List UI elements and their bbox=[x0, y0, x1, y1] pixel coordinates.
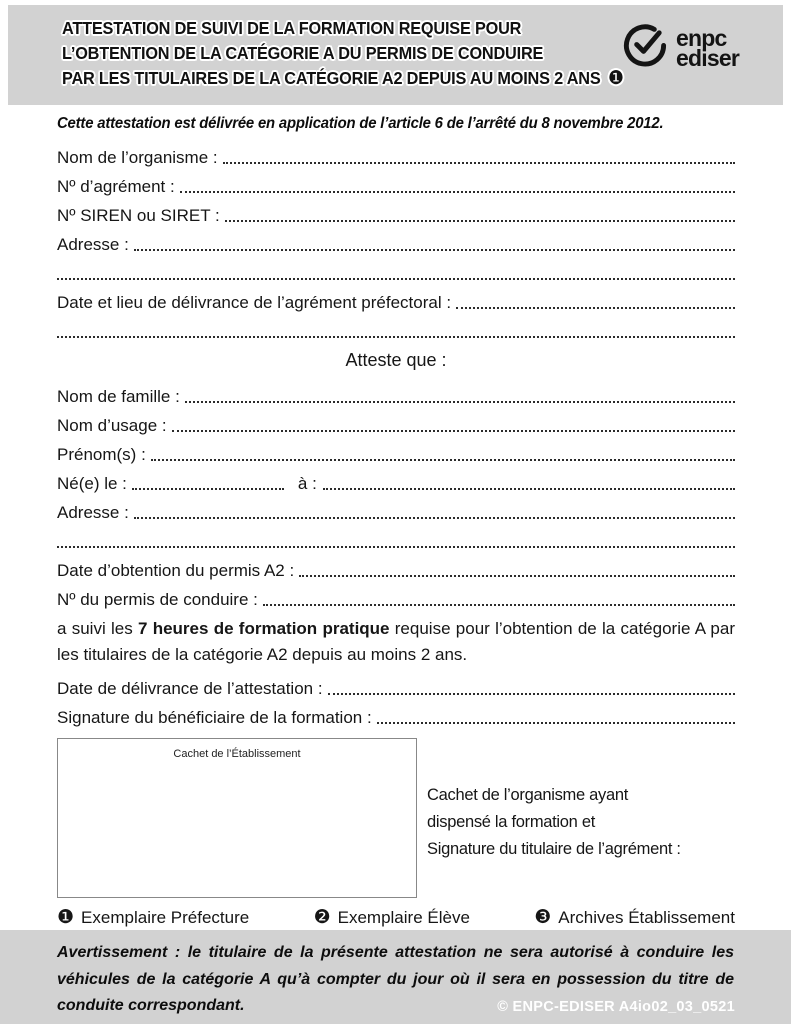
cachet-instructions: Cachet de l’organisme ayant dispensé la formation et Signature du titulaire de l’agrément : bbox=[427, 786, 681, 858]
dotted-line bbox=[134, 249, 735, 251]
enpc-ediser-logo bbox=[622, 22, 739, 74]
field-ne-le-a bbox=[57, 465, 735, 494]
cachet-section bbox=[57, 738, 735, 898]
copyright-text: © ENPC-EDISER A4io02_03_0521 bbox=[497, 999, 735, 1015]
logo-wordmark: enpc ediser bbox=[676, 25, 739, 71]
field-label: Adresse : bbox=[57, 503, 129, 522]
field-adresse-organisme-continuation bbox=[57, 255, 735, 284]
dotted-line bbox=[57, 278, 735, 280]
field-nom-usage bbox=[57, 407, 735, 436]
field-date-lieu-agrement-continuation bbox=[57, 313, 735, 342]
header-band bbox=[8, 5, 783, 105]
dotted-line bbox=[172, 430, 735, 432]
field-adresse-beneficiaire bbox=[57, 494, 735, 523]
copy-item-prefecture bbox=[57, 906, 249, 929]
check-circle-icon bbox=[622, 22, 669, 74]
field-label: Nom de l’organisme : bbox=[57, 148, 218, 167]
dotted-line bbox=[328, 693, 735, 695]
field-date-obtention-a2 bbox=[57, 552, 735, 581]
dotted-line bbox=[151, 459, 735, 461]
field-numero-permis bbox=[57, 581, 735, 610]
field-label: Date d’obtention du permis A2 : bbox=[57, 561, 295, 580]
page-title bbox=[62, 16, 624, 91]
field-signature-beneficiaire bbox=[57, 699, 735, 728]
field-siren-siret bbox=[57, 197, 735, 226]
atteste-que-heading: Atteste que : bbox=[345, 350, 447, 370]
dotted-line bbox=[263, 604, 735, 606]
field-label: Prénom(s) : bbox=[57, 445, 146, 464]
field-label: Adresse : bbox=[57, 235, 129, 254]
dotted-line bbox=[456, 307, 735, 309]
field-numero-agrement bbox=[57, 168, 735, 197]
field-adresse-organisme bbox=[57, 226, 735, 255]
title-line-3: PAR LES TITULAIRES DE LA CATÉGORIE A2 DEPUIS AU MOINS 2 ANS ❶ bbox=[62, 68, 624, 89]
field-label: Nº SIREN ou SIRET : bbox=[57, 206, 220, 225]
copies-row bbox=[57, 906, 735, 929]
title-line-1: ATTESTATION DE SUIVI DE LA FORMATION REQUISE POUR bbox=[62, 18, 522, 38]
cachet-etablissement-box bbox=[57, 738, 417, 898]
warning-band bbox=[0, 930, 791, 1024]
dotted-line bbox=[299, 575, 735, 577]
field-date-lieu-agrement bbox=[57, 284, 735, 313]
field-nom-famille bbox=[57, 378, 735, 407]
circled-2-icon: ❷ bbox=[313, 907, 331, 928]
field-date-delivrance bbox=[57, 670, 735, 699]
form-content bbox=[0, 105, 791, 930]
dotted-line bbox=[323, 488, 735, 490]
formation-hours-bold: 7 heures de formation pratique bbox=[137, 619, 390, 638]
copy-label: Exemplaire Préfecture bbox=[81, 907, 250, 927]
dotted-line bbox=[377, 722, 735, 724]
field-label: Né(e) le : bbox=[57, 474, 127, 493]
field-label: Date et lieu de délivrance de l’agrément préfectoral : bbox=[57, 293, 452, 312]
circled-1-icon: ❶ bbox=[57, 907, 75, 928]
copy-item-eleve bbox=[314, 906, 470, 929]
field-nom-organisme bbox=[57, 139, 735, 168]
dotted-line bbox=[57, 336, 735, 338]
circled-1-icon: ❶ bbox=[607, 68, 624, 89]
field-label: Nº du permis de conduire : bbox=[57, 590, 258, 609]
dotted-line bbox=[132, 488, 284, 490]
dotted-line bbox=[223, 162, 735, 164]
field-label: Signature du bénéficiaire de la formation : bbox=[57, 708, 372, 727]
dotted-line bbox=[180, 191, 735, 193]
field-label: Nº d’agrément : bbox=[57, 177, 175, 196]
dotted-line bbox=[185, 401, 735, 403]
dotted-line bbox=[134, 517, 735, 519]
dotted-line bbox=[57, 546, 735, 548]
copy-item-archives bbox=[534, 906, 735, 929]
field-label: à : bbox=[297, 474, 317, 493]
formation-statement: a suivi les 7 heures de formation pratique requise pour l’obtention de la catégorie A par les titulaires de la catégorie A2 depuis au moins 2 ans. bbox=[57, 619, 735, 664]
circled-3-icon: ❸ bbox=[534, 907, 552, 928]
legal-reference-line: Cette attestation est délivrée en application de l’article 6 de l’arrêté du 8 novembre 2012. bbox=[57, 115, 664, 132]
cachet-box-label: Cachet de l’Établissement bbox=[173, 748, 301, 760]
field-label: Nom d’usage : bbox=[57, 416, 167, 435]
copy-label: Exemplaire Élève bbox=[337, 907, 470, 927]
dotted-line bbox=[225, 220, 735, 222]
copy-label: Archives Établissement bbox=[558, 907, 735, 927]
field-label: Nom de famille : bbox=[57, 387, 180, 406]
title-line-2: L’OBTENTION DE LA CATÉGORIE A DU PERMIS DE CONDUIRE bbox=[62, 43, 544, 63]
field-prenoms bbox=[57, 436, 735, 465]
field-adresse-beneficiaire-continuation bbox=[57, 523, 735, 552]
warning-text: Avertissement : le titulaire de la présente attestation ne sera autorisé à conduire les véhicules de la catégorie A qu’à compter du jour où il sera en possession du titre de conduite correspondant. bbox=[57, 944, 734, 1014]
field-label: Date de délivrance de l’attestation : bbox=[57, 679, 323, 698]
